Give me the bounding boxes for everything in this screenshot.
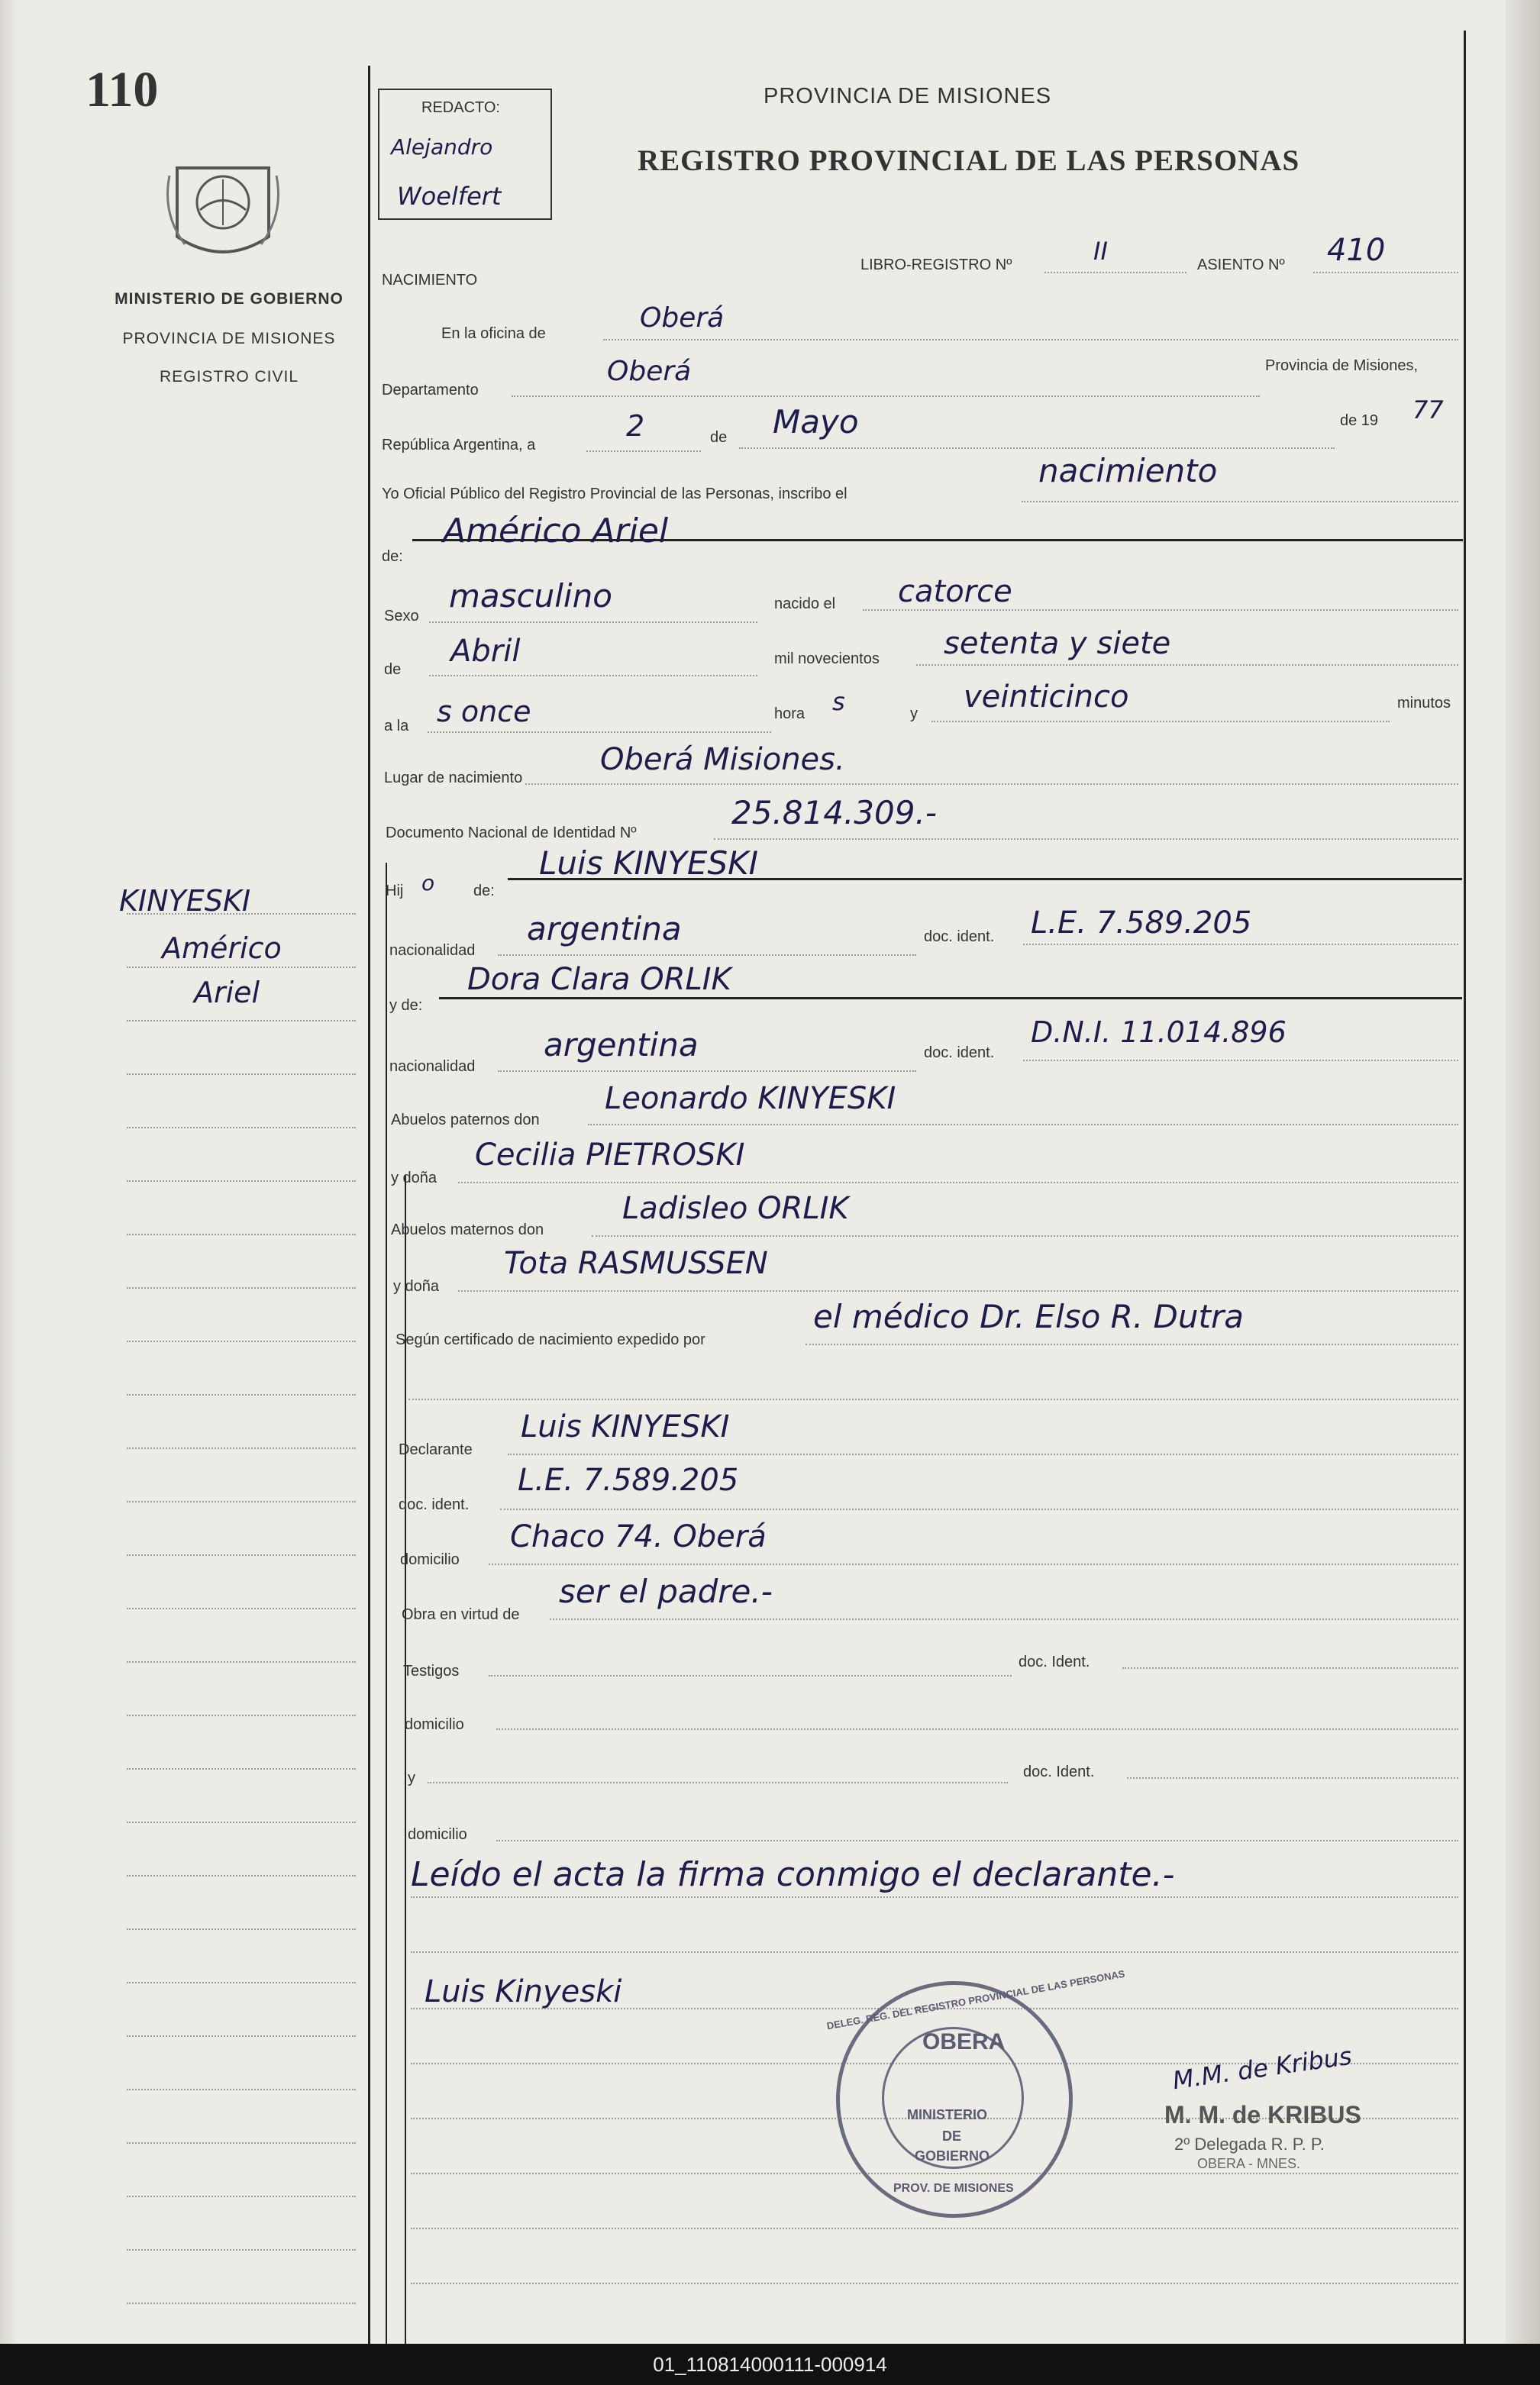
- domicilio-label: domicilio: [400, 1551, 460, 1568]
- stamp-top: OBERA: [922, 2029, 1006, 2054]
- domicilio3-label: domicilio: [408, 1826, 467, 1843]
- mes-value: Mayo: [773, 403, 859, 441]
- padre-nac-line: [498, 954, 916, 956]
- de4-label: de:: [473, 883, 495, 899]
- acto-value: nacimiento: [1038, 452, 1218, 489]
- hora-value: s once: [437, 695, 531, 728]
- dni-label: Documento Nacional de Identidad Nº: [386, 825, 637, 841]
- padre-value: Luis KINYESKI: [539, 844, 759, 882]
- ministry-label: MINISTERIO DE GOBIERNO: [115, 290, 344, 308]
- abuelos-mat-label: Abuelos maternos don: [391, 1222, 544, 1238]
- hora-line: [428, 731, 771, 733]
- hora-label: hora: [774, 705, 806, 722]
- padre-doc-value: L.E. 7.589.205: [1031, 905, 1252, 941]
- folio-number: 110: [86, 62, 159, 118]
- stamp-ring: DELEG. REG. DEL REGISTRO PROVINCIAL DE LAS PERSONAS: [825, 1967, 1126, 2032]
- ydona-pat-label: y doña: [391, 1170, 437, 1186]
- departamento-label: Departamento: [382, 382, 479, 399]
- anio-nac-line: [916, 664, 1458, 666]
- oficina-value: Oberá: [640, 302, 725, 334]
- libro-line: [1044, 272, 1186, 273]
- anio-label: de 19: [1340, 412, 1379, 429]
- redacto-name-2: Woelfert: [397, 182, 502, 211]
- abuelo-pat-line: [588, 1124, 1458, 1125]
- y2-label: y: [408, 1770, 415, 1786]
- registry-label: REGISTRO CIVIL: [159, 368, 299, 386]
- registry-title: REGISTRO PROVINCIAL DE LAS PERSONAS: [638, 144, 1300, 177]
- dia-line: [586, 450, 701, 452]
- margin-firstname: Américo: [162, 931, 282, 965]
- asiento-value: 410: [1327, 233, 1386, 268]
- libro-label: LIBRO-REGISTRO Nº: [860, 257, 1012, 273]
- de3-label: de: [384, 661, 402, 678]
- page-edge: [1506, 0, 1540, 2344]
- madre-docident-label: doc. ident.: [924, 1044, 995, 1061]
- margin-surname: KINYESKI: [119, 884, 251, 918]
- official-signature: M.M. de Kribus: [1170, 2041, 1354, 2096]
- official-place: OBERA - MNES.: [1197, 2156, 1301, 2171]
- lugar-label: Lugar de nacimiento: [384, 770, 523, 786]
- redacto-label: REDACTO:: [421, 99, 500, 116]
- inner-rule-2: [405, 1176, 406, 2344]
- stamp-center-2: DE: [942, 2128, 962, 2144]
- declarante-line: [508, 1454, 1458, 1455]
- testigos-line: [489, 1675, 1012, 1677]
- archive-id-bar: 01_110814000111-000914: [0, 2344, 1540, 2385]
- ydona-mat-label: y doña: [393, 1278, 440, 1295]
- mil-label: mil novecientos: [774, 650, 880, 667]
- decl-doc-line: [500, 1509, 1458, 1510]
- margin-middlename: Ariel: [194, 976, 260, 1009]
- nacido-line: [863, 609, 1458, 611]
- mes-nac-line: [429, 675, 757, 676]
- right-border-rule: [1464, 31, 1466, 2344]
- dia-value: 2: [626, 409, 645, 443]
- abuelo-mat-line: [592, 1235, 1458, 1237]
- declarant-signature: Luis Kinyeski: [425, 1974, 622, 2009]
- mes-nac-value: Abril: [450, 634, 521, 669]
- madre-underline: [439, 997, 1462, 999]
- padre-docident-label: doc. ident.: [924, 928, 995, 945]
- domicilio2-label: domicilio: [405, 1716, 464, 1733]
- book-spine: [0, 0, 18, 2344]
- abuelo-pat-value: Leonardo KINYESKI: [605, 1081, 896, 1116]
- departamento-line: [512, 395, 1260, 397]
- nacido-label: nacido el: [774, 595, 836, 612]
- y-label: y: [910, 705, 918, 722]
- hijo-suffix: o: [421, 870, 435, 896]
- abuela-mat-value: Tota RASMUSSEN: [504, 1246, 768, 1281]
- blank-line-6: [411, 2228, 1458, 2229]
- anio-value: 77: [1412, 395, 1444, 424]
- obra-label: Obra en virtud de: [402, 1606, 520, 1623]
- asiento-label: ASIENTO Nº: [1197, 257, 1285, 273]
- obra-value: ser el padre.-: [559, 1573, 773, 1610]
- official-title: 2º Delegada R. P. P.: [1174, 2135, 1325, 2154]
- decl-doc-value: L.E. 7.589.205: [518, 1463, 739, 1498]
- lugar-line: [525, 783, 1458, 785]
- nacido-value: catorce: [898, 574, 1012, 609]
- nacionalidad-label: nacionalidad: [389, 942, 476, 959]
- oficina-label: En la oficina de: [441, 325, 546, 342]
- madre-nac-value: argentina: [544, 1026, 699, 1063]
- doc-ident3-line: [1127, 1777, 1458, 1779]
- libro-value: II: [1093, 237, 1108, 266]
- padre-doc-line: [1023, 944, 1458, 945]
- closing-line: [411, 1896, 1458, 1898]
- madre-doc-value: D.N.I. 11.014.896: [1031, 1015, 1287, 1049]
- lugar-value: Oberá Misiones.: [600, 742, 845, 777]
- padre-nac-value: argentina: [527, 910, 682, 947]
- stamp-center-1: MINISTERIO: [907, 2107, 988, 2122]
- abuelos-pat-label: Abuelos paternos don: [391, 1112, 540, 1128]
- departamento-value: Oberá: [607, 356, 692, 387]
- closing-text: Leído el acta la firma conmigo el declarante.-: [411, 1855, 1175, 1894]
- certificado-value: el médico Dr. Elso R. Dutra: [813, 1298, 1244, 1335]
- doc-ident2-line: [1122, 1667, 1458, 1669]
- y2-line: [428, 1782, 1008, 1783]
- dni-line: [714, 838, 1458, 840]
- domicilio3-line: [496, 1840, 1458, 1841]
- oficial-label: Yo Oficial Público del Registro Provincial de las Personas, inscribo el: [382, 486, 847, 502]
- official-name: M. M. de KRIBUS: [1164, 2101, 1361, 2128]
- decl-doc-label: doc. ident.: [399, 1496, 470, 1513]
- certificado-line-2: [408, 1399, 1458, 1400]
- certificado-line: [806, 1344, 1458, 1345]
- stamp-bottom: PROV. DE MISIONES: [893, 2182, 1014, 2195]
- madre-doc-line: [1023, 1060, 1458, 1061]
- official-stamp: [825, 1967, 1126, 2218]
- blank-line-7: [411, 2283, 1458, 2284]
- stamp-center-3: GOBIERNO: [915, 2148, 990, 2164]
- coat-of-arms-icon: [162, 153, 284, 267]
- nacionalidad2-label: nacionalidad: [389, 1058, 476, 1075]
- alas-label: a la: [384, 718, 409, 734]
- sexo-value: masculino: [449, 577, 612, 615]
- minutos-label: minutos: [1397, 695, 1451, 712]
- acto-line: [1022, 501, 1458, 502]
- nombre-value: Américo Ariel: [443, 512, 669, 550]
- province-label: PROVINCIA DE MISIONES: [122, 330, 336, 347]
- blank-line-1: [411, 1951, 1458, 1953]
- minutos-value: veinticinco: [964, 679, 1129, 715]
- sexo-line: [429, 621, 757, 623]
- testigos-label: Testigos: [403, 1663, 460, 1680]
- dni-value: 25.814.309.-: [731, 794, 937, 831]
- domicilio-value: Chaco 74. Oberá: [510, 1519, 767, 1554]
- de-label: de: [710, 429, 728, 446]
- doc-ident3-label: doc. Ident.: [1023, 1764, 1095, 1780]
- abuela-pat-value: Cecilia PIETROSKI: [475, 1138, 745, 1173]
- obra-line: [550, 1619, 1458, 1620]
- province-title: PROVINCIA DE MISIONES: [764, 84, 1052, 108]
- doc-ident2-label: doc. Ident.: [1019, 1654, 1090, 1670]
- de2-label: de:: [382, 548, 403, 565]
- hora-suffix: s: [832, 687, 845, 716]
- sexo-label: Sexo: [384, 608, 419, 624]
- abuela-mat-line: [458, 1290, 1458, 1292]
- asiento-line: [1313, 272, 1458, 273]
- minutos-line: [931, 721, 1390, 722]
- hijo-label: Hij: [386, 883, 404, 899]
- domicilio2-line: [496, 1728, 1458, 1730]
- certificado-label: Según certificado de nacimiento expedido por: [395, 1331, 705, 1348]
- madre-nac-line: [498, 1070, 916, 1072]
- oficina-line: [603, 339, 1458, 340]
- redacto-name-1: Alejandro: [391, 134, 493, 160]
- domicilio-line: [489, 1564, 1458, 1565]
- madre-value: Dora Clara ORLIK: [467, 962, 731, 997]
- abuela-pat-line: [458, 1182, 1458, 1183]
- inner-rule: [386, 863, 387, 2344]
- declarante-value: Luis KINYESKI: [521, 1409, 730, 1444]
- section-label: NACIMIENTO: [382, 272, 478, 289]
- anio-nac-value: setenta y siete: [944, 626, 1171, 661]
- mes-line: [739, 447, 1335, 449]
- republica-label: República Argentina, a: [382, 437, 536, 453]
- left-column-rule: [368, 66, 370, 2344]
- provincia-label: Provincia de Misiones,: [1265, 357, 1419, 374]
- abuelo-mat-value: Ladisleo ORLIK: [622, 1191, 849, 1226]
- yde-label: y de:: [389, 997, 423, 1014]
- declarante-label: Declarante: [399, 1441, 473, 1458]
